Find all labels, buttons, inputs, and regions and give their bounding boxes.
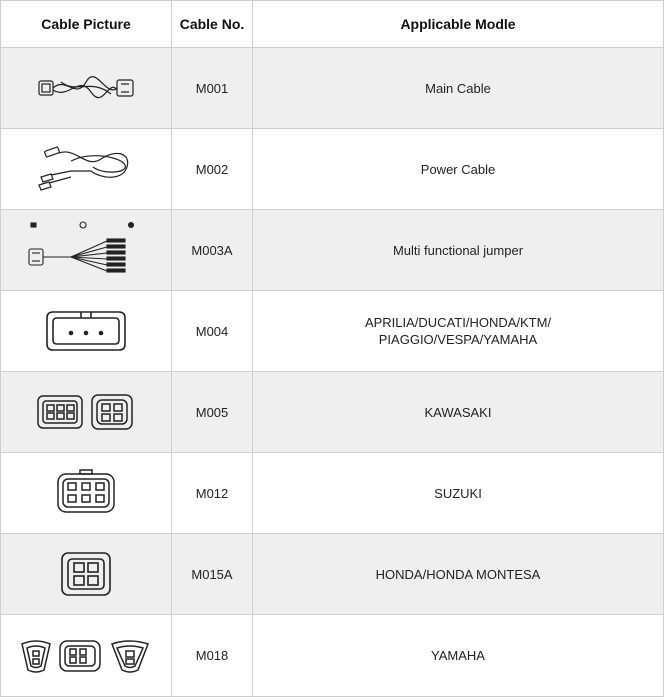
model-line: Power Cable: [420, 161, 496, 177]
applicable-model: [253, 372, 664, 453]
cable-picture-cell: [1, 453, 172, 534]
applicable-model: [253, 48, 664, 129]
table-header-row: [1, 1, 664, 48]
table-row: [1, 291, 664, 372]
table-row: [1, 615, 664, 697]
cable-number: M005: [172, 372, 253, 453]
cable-number: M004: [172, 291, 253, 372]
model-line: APRILIA/DUCATI/HONDA/KTM/: [364, 315, 552, 330]
power-cable-icon: [31, 141, 141, 197]
table-row: [1, 129, 664, 210]
table-row: [1, 534, 664, 615]
cable-number: M001: [172, 48, 253, 129]
main-cable-icon: [31, 68, 141, 108]
model-line: YAMAHA: [431, 648, 485, 663]
yamaha-connectors-icon: [16, 636, 156, 676]
applicable-model: [253, 534, 664, 615]
table-row: [1, 372, 664, 453]
header-cable-picture: Cable Picture: [1, 1, 172, 48]
applicable-model: [253, 291, 664, 372]
table-row: [1, 453, 664, 534]
header-cable-number: Cable No.: [172, 1, 253, 48]
cable-picture-cell: [1, 129, 172, 210]
cable-picture-cell: [1, 615, 172, 697]
cable-picture-cell: [1, 534, 172, 615]
applicable-model: [253, 210, 664, 291]
model-line: PIAGGIO/VESPA/YAMAHA: [378, 332, 538, 347]
cable-number: M003A: [172, 210, 253, 291]
honda-connector-icon: [58, 549, 114, 599]
header-applicable-model: Applicable Modle: [253, 1, 664, 48]
cable-picture-cell: [1, 372, 172, 453]
model-line: SUZUKI: [434, 485, 482, 501]
model-line: Multi functional jumper: [392, 242, 524, 258]
suzuki-connector-icon: [54, 468, 118, 518]
cable-picture-cell: [1, 210, 172, 291]
three-pin-connector-icon: [43, 306, 129, 356]
cable-picture-cell: [1, 291, 172, 372]
cable-number: M012: [172, 453, 253, 534]
cable-number: M015A: [172, 534, 253, 615]
table-row: [1, 210, 664, 291]
cable-picture-cell: [1, 48, 172, 129]
applicable-model: [253, 129, 664, 210]
multi-jumper-icon: [21, 219, 151, 281]
model-line: HONDA/HONDA MONTESA: [375, 566, 541, 582]
kawasaki-connectors-icon: [36, 392, 136, 432]
applicable-model: [253, 615, 664, 697]
cable-number: M002: [172, 129, 253, 210]
model-line: KAWASAKI: [424, 404, 492, 420]
model-line: Main Cable: [425, 80, 491, 96]
applicable-model: [253, 453, 664, 534]
table-row: [1, 48, 664, 129]
cable-number: M018: [172, 615, 253, 697]
